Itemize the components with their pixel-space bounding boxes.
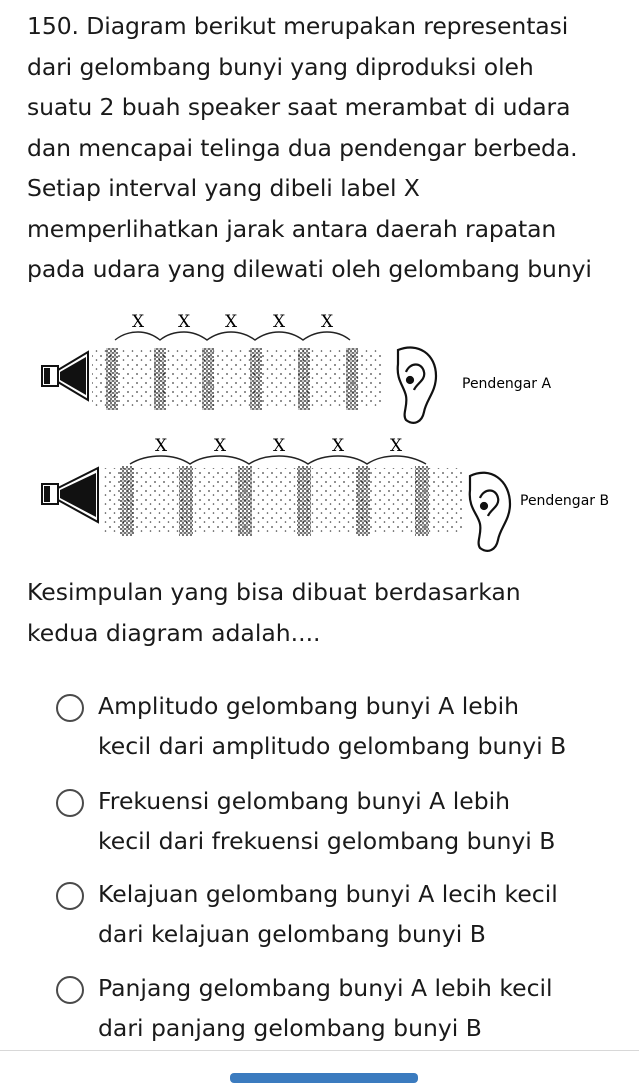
option-text <box>98 781 555 861</box>
wave-a-x-label: X <box>177 312 191 332</box>
wave-b-x-label: X <box>272 436 286 456</box>
question-line: Setiap interval yang dibeli label X <box>27 174 420 202</box>
sound-wave-diagram <box>0 300 639 560</box>
question-line: memperlihatkan jarak antara daerah rapatan <box>27 214 557 243</box>
option-d[interactable] <box>56 968 616 1048</box>
option-text <box>98 874 558 954</box>
conclusion-text <box>27 572 627 653</box>
listener-b-label: Pendengar B <box>520 493 610 509</box>
wave-b-x-label: X <box>331 436 345 456</box>
question-line: suatu 2 buah speaker saat merambat di udara <box>27 93 571 121</box>
wave-a-group <box>42 312 551 423</box>
ear-a-icon <box>398 348 436 423</box>
radio-button[interactable] <box>56 976 84 1004</box>
wave-b-x-label: X <box>389 436 403 456</box>
listener-a-label: Pendengar A <box>462 376 552 392</box>
option-text <box>98 968 553 1048</box>
question-line: dan mencapai telinga dua pendengar berbeda. <box>27 133 578 162</box>
wave-b-x-label: X <box>154 436 168 456</box>
radio-button[interactable] <box>56 694 84 722</box>
wave-a-x-label: X <box>320 312 334 332</box>
question-line: 150. Diagram berikut merupakan representasi <box>27 12 569 40</box>
option-b[interactable] <box>56 781 616 861</box>
option-line: dari kelajuan gelombang bunyi B <box>98 920 486 948</box>
wave-b-group <box>42 436 609 551</box>
radio-button[interactable] <box>56 882 84 910</box>
wave-b-field <box>102 466 464 536</box>
option-line: kecil dari amplitudo gelombang bunyi B <box>98 732 567 760</box>
wave-a-interval-braces <box>115 332 350 340</box>
wave-a-x-label: X <box>224 312 238 332</box>
option-line: kecil dari frekuensi gelombang bunyi B <box>98 827 556 855</box>
option-c[interactable] <box>56 874 616 954</box>
option-line: Frekuensi gelombang bunyi A lebih <box>98 787 511 815</box>
question-text <box>27 6 627 290</box>
option-a[interactable] <box>56 686 616 766</box>
wave-b-x-label: X <box>213 436 227 456</box>
question-line: pada udara yang dilewati oleh gelombang bunyi <box>27 255 592 283</box>
bottom-divider <box>0 1050 639 1051</box>
ear-b-icon <box>470 473 510 551</box>
conclusion-line: kedua diagram adalah.... <box>27 618 321 647</box>
speaker-a-icon <box>42 352 88 400</box>
option-line: Kelajuan gelombang bunyi A lecih kecil <box>98 880 558 908</box>
option-line: Amplitudo gelombang bunyi A lebih <box>98 692 520 720</box>
radio-button[interactable] <box>56 789 84 817</box>
speaker-b-icon <box>42 468 98 522</box>
bottom-action-bar[interactable] <box>230 1073 418 1083</box>
wave-a-x-label: X <box>131 312 145 332</box>
option-text <box>98 686 566 766</box>
wave-b-interval-braces <box>130 456 426 464</box>
option-line: Panjang gelombang bunyi A lebih kecil <box>98 974 553 1002</box>
question-line: dari gelombang bunyi yang diproduksi oleh <box>27 52 534 81</box>
wave-a-field <box>92 348 382 410</box>
wave-a-x-label: X <box>272 312 286 332</box>
conclusion-line: Kesimpulan yang bisa dibuat berdasarkan <box>27 578 521 606</box>
option-line: dari panjang gelombang bunyi B <box>98 1014 482 1042</box>
